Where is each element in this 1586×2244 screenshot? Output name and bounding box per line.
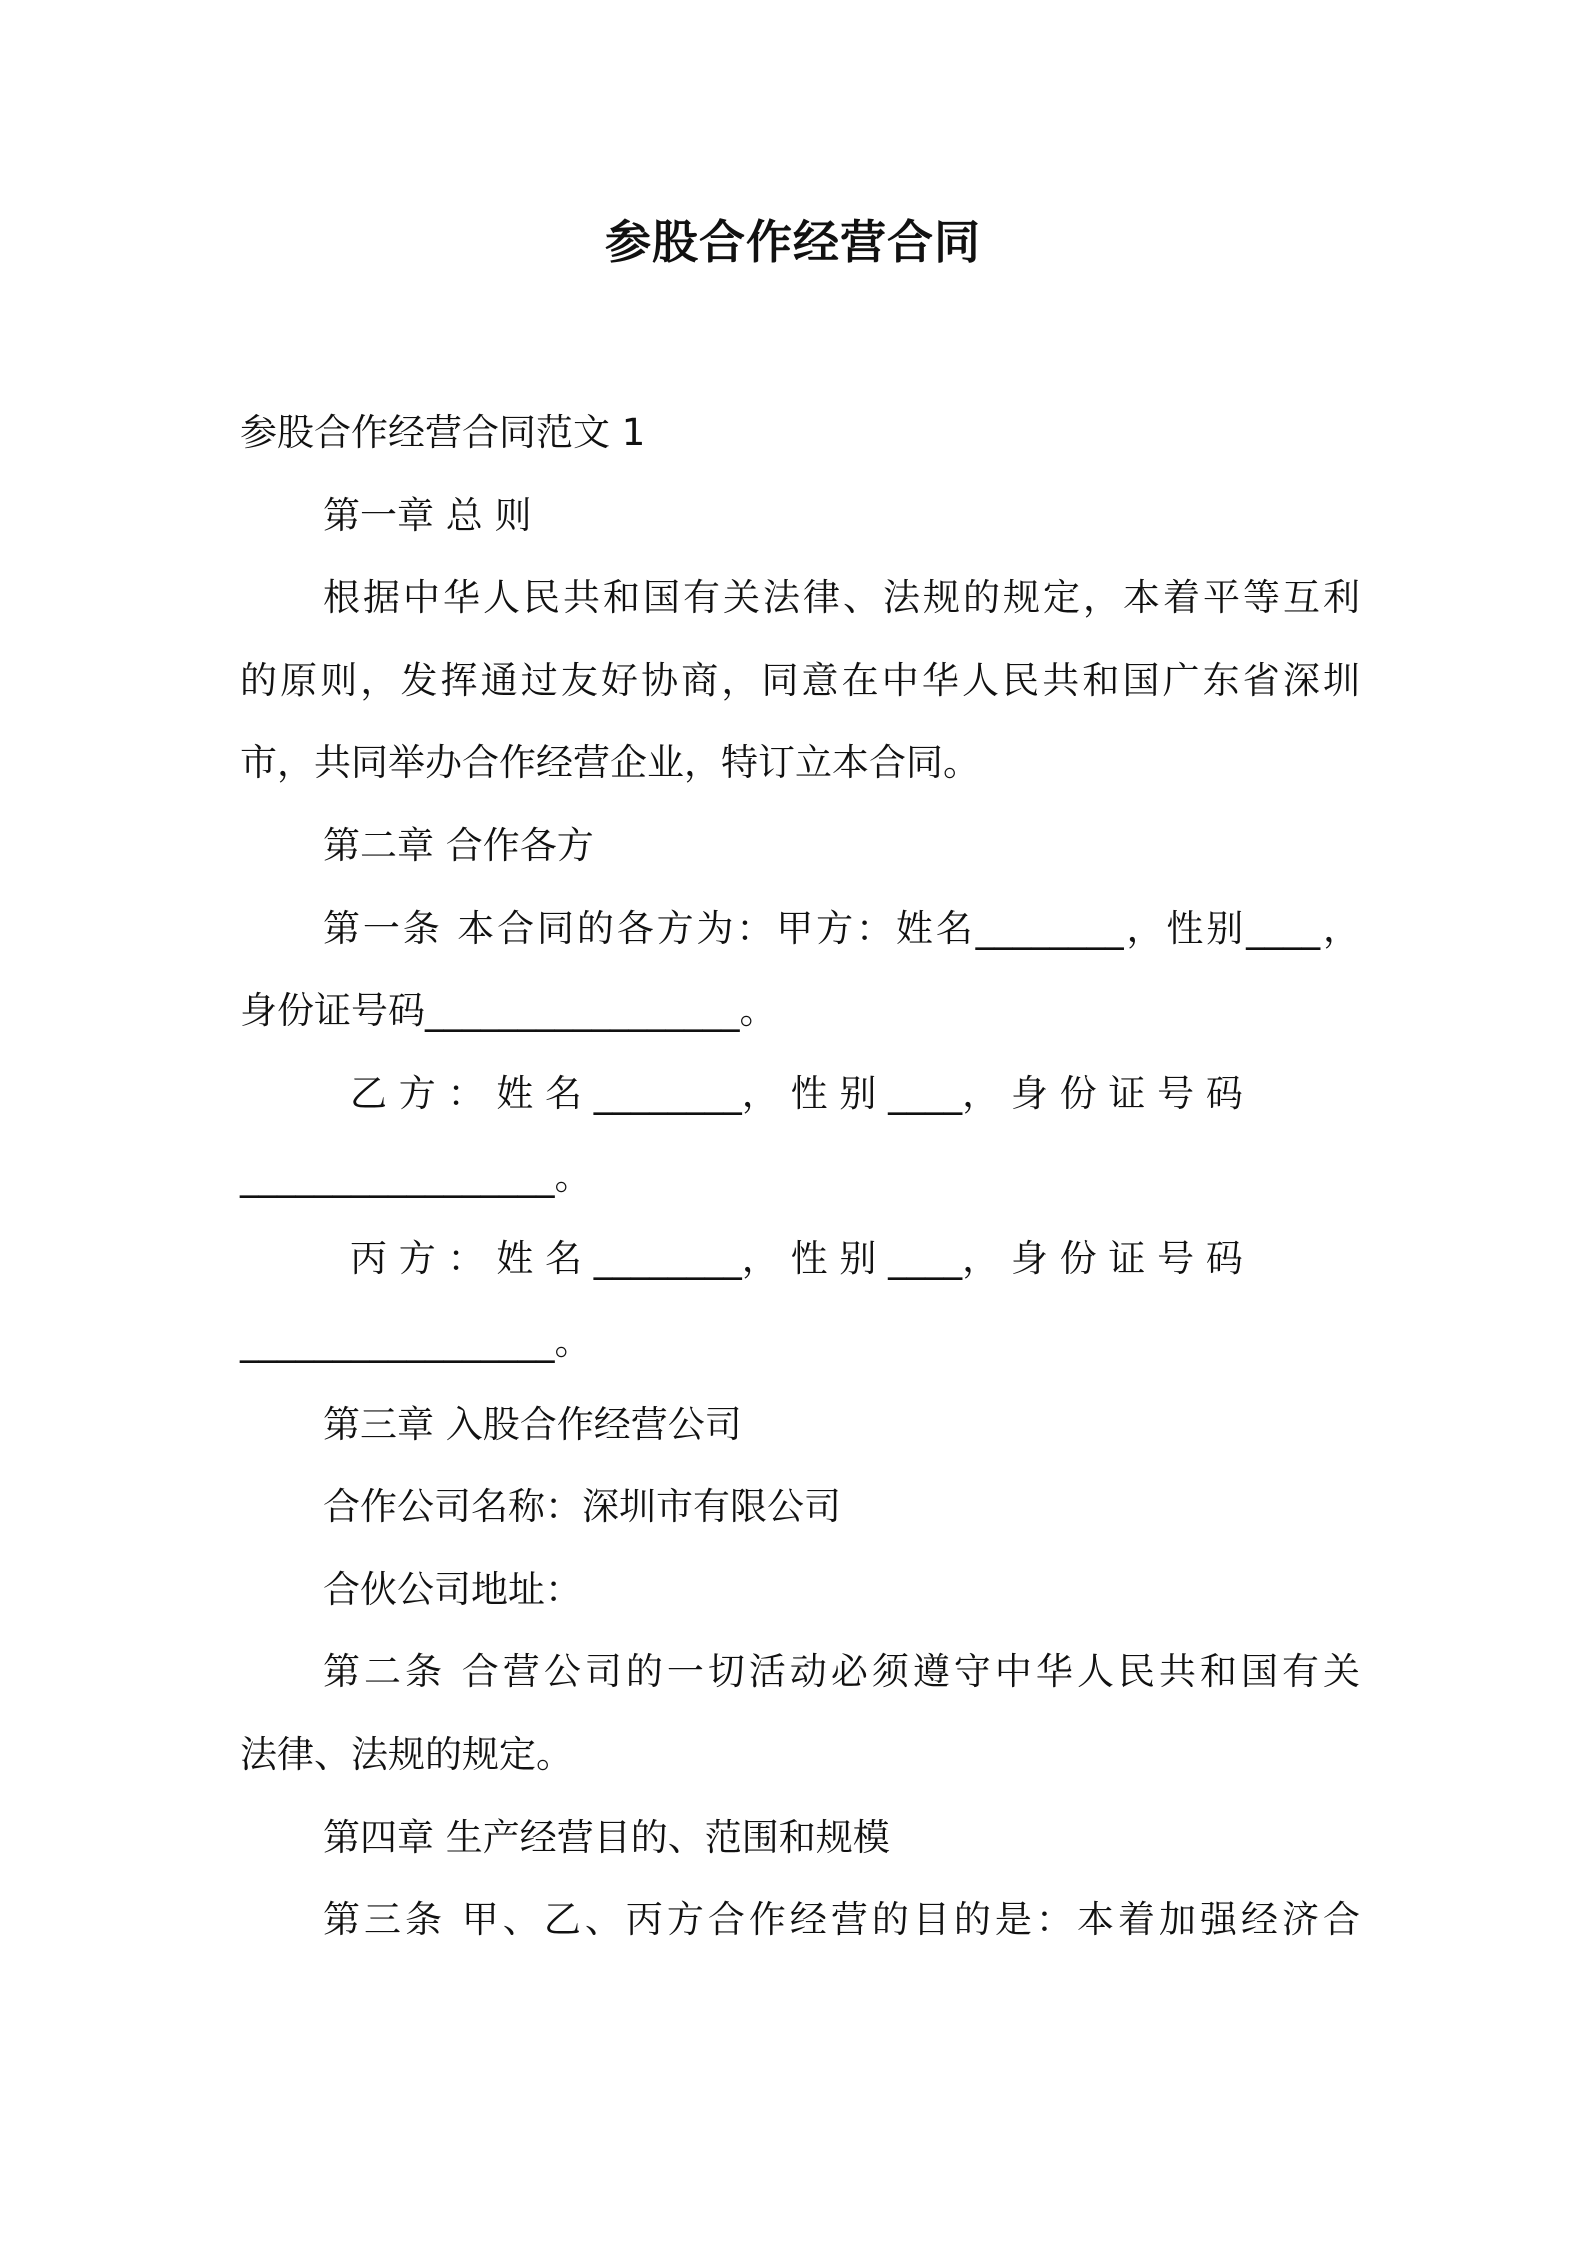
chapter-heading: 第三章 入股合作经营公司 — [323, 1403, 742, 1446]
paragraph-line: 合伙公司地址： — [323, 1568, 582, 1611]
paragraph-line: 乙 方 ： 姓 名 ________， 性 别 ____， 身 份 证 号 码 — [350, 1072, 1243, 1115]
paragraph-line: _________________。 — [240, 1155, 592, 1198]
paragraph-line: 丙 方 ： 姓 名 ________， 性 别 ____， 身 份 证 号 码 — [350, 1237, 1243, 1280]
paragraph-line: 第一条 本合同的各方为：甲方：姓名________，性别____， — [323, 907, 1360, 950]
chapter-heading: 第二章 合作各方 — [323, 824, 594, 867]
paragraph-line: 根据中华人民共和国有关法律、法规的规定，本着平等互利 — [323, 576, 1360, 619]
paragraph-line: 的原则，发挥通过友好协商，同意在中华人民共和国广东省深圳 — [240, 659, 1360, 702]
chapter-heading: 第四章 生产经营目的、范围和规模 — [323, 1816, 890, 1859]
paragraph-line: 市，共同举办合作经营企业，特订立本合同。 — [240, 741, 980, 784]
paragraph-line: 法律、法规的规定。 — [240, 1733, 573, 1776]
document-title: 参股合作经营合同 — [605, 215, 981, 269]
chapter-heading: 第一章 总 则 — [323, 494, 532, 537]
paragraph-line: 身份证号码_________________。 — [240, 989, 777, 1032]
section-heading: 参股合作经营合同范文 1 — [240, 411, 646, 454]
paragraph-line: _________________。 — [240, 1320, 592, 1363]
paragraph-line: 第二条 合营公司的一切活动必须遵守中华人民共和国有关 — [323, 1650, 1360, 1693]
paragraph-line: 第三条 甲、乙、丙方合作经营的目的是：本着加强经济合 — [323, 1898, 1360, 1941]
paragraph-line: 合作公司名称：深圳市有限公司 — [323, 1485, 841, 1528]
